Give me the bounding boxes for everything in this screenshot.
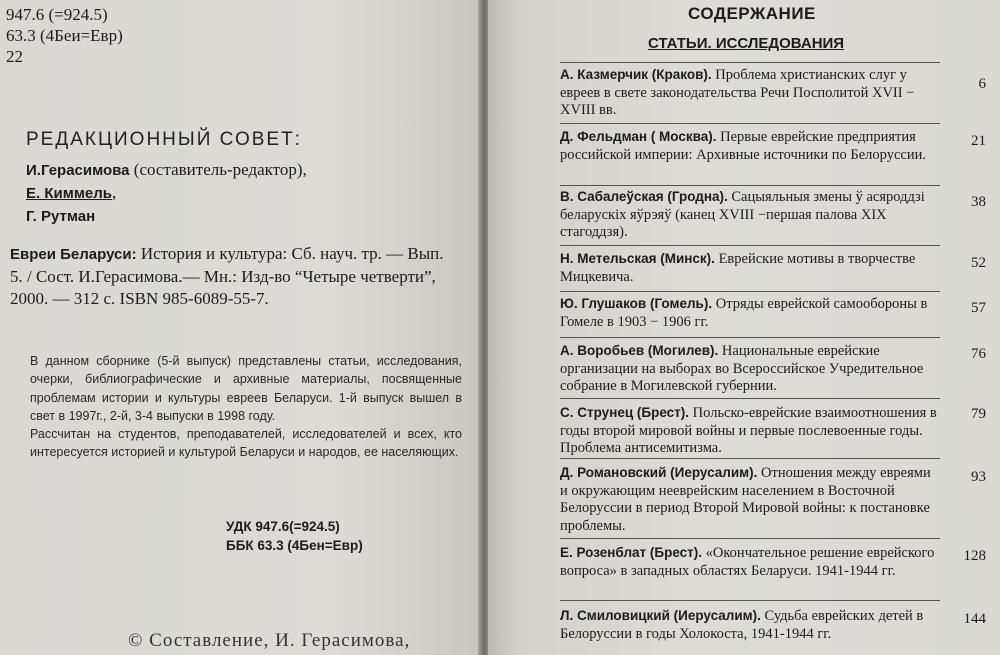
book-details: История и культура: Сб. науч. тр. — Вып. 5. / Сост. И.Герасимова.— Мн.: Изд-во “Четыре четверти”, 2000. — 312 с. ISBN 985-6089-55-7. (10, 244, 444, 308)
divider (560, 337, 940, 338)
entry-author: А. Казмерчик (Краков). (560, 67, 712, 82)
entry-page: 128 (963, 548, 986, 564)
entry-title: Отношения между евреями и окружающим нееврейским населением в Восточной Белоруссии в период Второй Мировой войны: к постановке проблемы. (560, 465, 931, 534)
entry-author: С. Струнец (Брест). (560, 405, 690, 420)
toc-entry (560, 404, 938, 458)
entry-page: 93 (971, 469, 986, 485)
annotation (30, 352, 462, 462)
divider (560, 62, 940, 63)
annotation-paragraph: Рассчитан на студентов, преподавателей, исследователей и всех, кто интересуется историей и культурой Беларуси и народов, ее населяющих. (30, 427, 462, 460)
divider (560, 398, 940, 399)
member-role: (составитель-редактор), (129, 160, 307, 179)
member-name: Г. Рутман (26, 208, 96, 225)
entry-page: 38 (971, 194, 986, 210)
toc-entry (560, 66, 938, 120)
editorial-board-list (26, 159, 307, 228)
udk-code: УДК 947.6(=924.5) (226, 519, 340, 534)
entry-author: Л. Смиловицкий (Иерусалим). (560, 608, 761, 623)
annotation-paragraph: В данном сборнике (5-й выпуск) представлены статьи, исследования, очерки, библиографические и архивные материалы, посвященные проблемам истории и культуры евреев Беларуси. 1-й выпуск вышел в свет в 1997г., 2-й, 3-4 выпуски в 1998 году. (30, 354, 462, 423)
right-page (488, 0, 1000, 655)
entry-title: Национальные еврейские организации на выборах во Всероссийское Учредительное собрание в Могилевской губернии. (560, 343, 924, 394)
entry-title: «Окончательное решение еврейского вопроса» в западных областях Беларуси. 1941-1944 гг. (560, 545, 935, 579)
divider (560, 185, 940, 186)
divider (560, 245, 940, 246)
entry-title: Еврейские мотивы в творчестве Мицкевича. (560, 251, 916, 285)
entry-author: А. Воробьев (Могилев). (560, 343, 719, 358)
entry-page: 79 (971, 406, 986, 422)
board-member (26, 182, 307, 205)
toc-entry (560, 295, 938, 331)
member-name: И.Герасимова (26, 162, 130, 179)
toc-entry (560, 544, 938, 580)
toc-entry (560, 342, 938, 396)
book-title: Евреи Беларуси: (10, 246, 137, 263)
divider (560, 600, 940, 601)
entry-author: Д. Романовский (Иерусалим). (560, 465, 758, 480)
code-line: 947.6 (=924.5) (6, 5, 108, 24)
entry-title: Судьба еврейских детей в Белоруссии в годы Холокоста, 1941-1944 гг. (560, 608, 924, 642)
divider (560, 458, 940, 459)
toc-entry (560, 464, 938, 535)
toc-entry (560, 250, 938, 286)
board-member (26, 159, 307, 182)
entry-page: 21 (971, 133, 986, 149)
bbk-code: ББК 63.3 (4Бен=Евр) (226, 538, 363, 553)
toc-entry (560, 607, 938, 643)
entry-page: 57 (971, 300, 986, 316)
code-line: 63.3 (4Беи=Евр) (6, 26, 123, 45)
board-member (26, 205, 307, 228)
editorial-board-title: РЕДАКЦИОННЫЙ СОВЕТ: (26, 129, 302, 150)
entry-author: Д. Фельдман ( Москва). (560, 129, 717, 144)
entry-author: Е. Розенблат (Брест). (560, 545, 703, 560)
entry-page: 144 (963, 611, 986, 627)
toc-entry (560, 128, 938, 164)
bibliographic-record (10, 243, 460, 310)
entry-author: Ю. Глушаков (Гомель). (560, 296, 713, 311)
entry-title: Сацыяльныя змены ў асяроддзі беларускіх яўрэяў (канец XVIII −першая палова XIX стагоддзя). (560, 189, 925, 240)
entry-title: Отряды еврейской самообороны в Гомеле в 1903 − 1906 гг. (560, 296, 928, 330)
left-page (0, 0, 480, 655)
entry-page: 76 (971, 346, 986, 362)
entry-page: 6 (978, 76, 986, 92)
entry-page: 52 (971, 255, 986, 271)
toc-entry (560, 188, 938, 242)
divider (560, 291, 940, 292)
member-name: Е. Киммель (26, 185, 113, 202)
entry-author: В. Сабалеўская (Гродна). (560, 189, 728, 204)
toc-title: СОДЕРЖАНИЕ (688, 4, 816, 23)
classification-codes (6, 4, 123, 67)
divider (560, 123, 940, 124)
toc-section-heading: СТАТЬИ. ИССЛЕДОВАНИЯ (648, 35, 845, 52)
entry-title: Польско-еврейские взаимоотношения в годы второй мировой войны и первые послевоенные годы. Проблема антисемитизма. (560, 405, 937, 456)
entry-author: Н. Метельская (Минск). (560, 251, 715, 266)
member-role: , (112, 183, 117, 202)
code-line: 22 (6, 47, 23, 66)
entry-title: Первые еврейские предприятия российской империи: Архивные источники по Белоруссии. (560, 129, 926, 163)
classification-block (226, 517, 363, 555)
copyright-line: © Составление, И. Герасимова, (128, 630, 411, 651)
entry-title: Проблема христианских слуг у евреев в свете законодательства Речи Посполитой XVII − XVIII вв. (560, 67, 915, 118)
divider (560, 538, 940, 539)
